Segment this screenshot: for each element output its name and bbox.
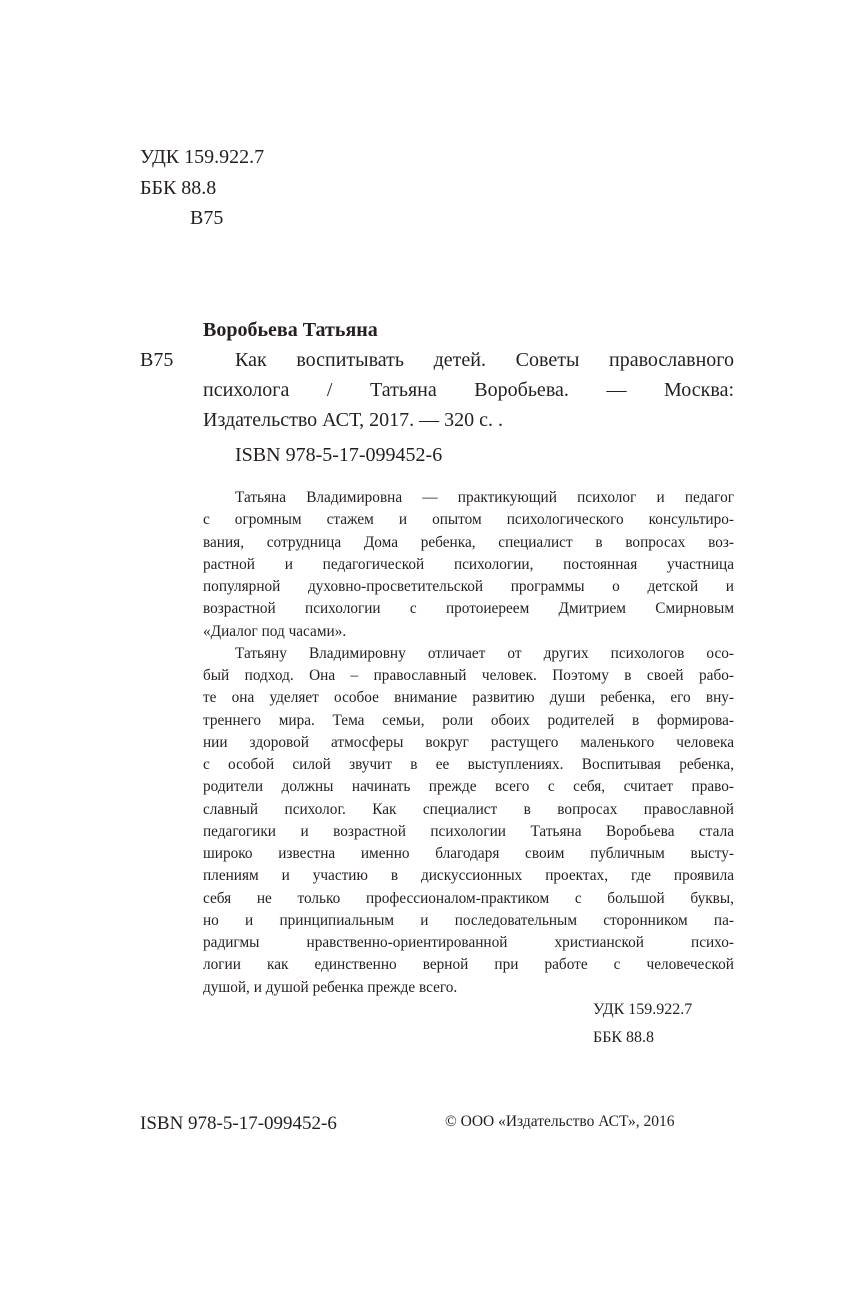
annotation-line: «Диалог под часами». xyxy=(203,622,347,640)
title-line: Издательство АСТ, 2017. — 320 с. . xyxy=(203,409,504,431)
classification-bbk: ББК 88.8 xyxy=(593,1029,655,1046)
annotation-line: широко известна именно благодаря своим публичным высту- xyxy=(203,845,734,862)
annotation-line: родители должны начинать прежде всего с себя, считает право- xyxy=(203,778,734,796)
udk-code: УДК 159.922.7 xyxy=(140,146,265,168)
annotation-line: плениям и участию в дискуссионных проектах, где проявила xyxy=(203,867,734,885)
record-isbn: ISBN 978-5-17-099452-6 xyxy=(235,444,443,466)
copyright: © ООО «Издательство АСТ», 2016 xyxy=(445,1113,675,1130)
annotation-line: себя не только профессионалом-практиком с большой буквы, xyxy=(203,889,734,907)
annotation-line: радигмы нравственно-ориентированной христианской психо- xyxy=(203,934,734,951)
annotation-line: бый подход. Она – православный человек. Поэтому в своей рабо- xyxy=(203,667,734,684)
annotation-line: те она уделяет особое внимание развитию души ребенка, его вну- xyxy=(203,689,734,707)
annotation-line: логии как единственно верной при работе с человеческой xyxy=(203,956,734,974)
title-line: психолога / Татьяна Воробьева. — Москва: xyxy=(203,379,734,401)
annotation-line: душой, и душой ребенка прежде всего. xyxy=(203,978,458,996)
footer-isbn: ISBN 978-5-17-099452-6 xyxy=(140,1113,337,1134)
annotation-line: славный психолог. Как специалист в вопросах православной xyxy=(203,800,734,818)
annotation xyxy=(203,487,734,999)
annotation-line: нии здоровой атмосферы вокруг растущего маленького человека xyxy=(203,733,734,751)
annotation-line: возрастной психологии с протоиереем Дмитрием Смирновым xyxy=(203,600,734,618)
annotation-line: Татьяну Владимировну отличает от других психологов осо- xyxy=(235,644,734,662)
annotation-line: растной и педагогической психологии, постоянная участница xyxy=(203,555,734,573)
title-line: Как воспитывать детей. Советы православного xyxy=(235,349,734,371)
annotation-line: треннего мира. Тема семьи, роли обоих родителей в формирова- xyxy=(203,711,734,729)
author-heading: Воробьева Татьяна xyxy=(203,319,378,341)
annotation-line: Татьяна Владимировна — практикующий психолог и педагог xyxy=(235,489,734,506)
annotation-line: с особой силой звучит в ее выступлениях. Воспитывая ребенка, xyxy=(203,756,734,773)
bbk-code: ББК 88.8 xyxy=(140,177,217,199)
annotation-line: популярной духовно-просветительской программы о детской и xyxy=(203,578,734,595)
annotation-line: педагогики и возрастной психологии Татьяна Воробьева стала xyxy=(203,822,734,840)
annotation-line: но и принципиальным и последовательным сторонником па- xyxy=(203,911,734,929)
record-author-mark: В75 xyxy=(140,349,174,371)
author-mark: В75 xyxy=(190,207,224,229)
annotation-line: вания, сотрудница Дома ребенка, специалист в вопросах воз- xyxy=(203,533,734,551)
classification-udk: УДК 159.922.7 xyxy=(593,1001,693,1018)
annotation-line: с огромным стажем и опытом психологического консультиро- xyxy=(203,511,734,529)
